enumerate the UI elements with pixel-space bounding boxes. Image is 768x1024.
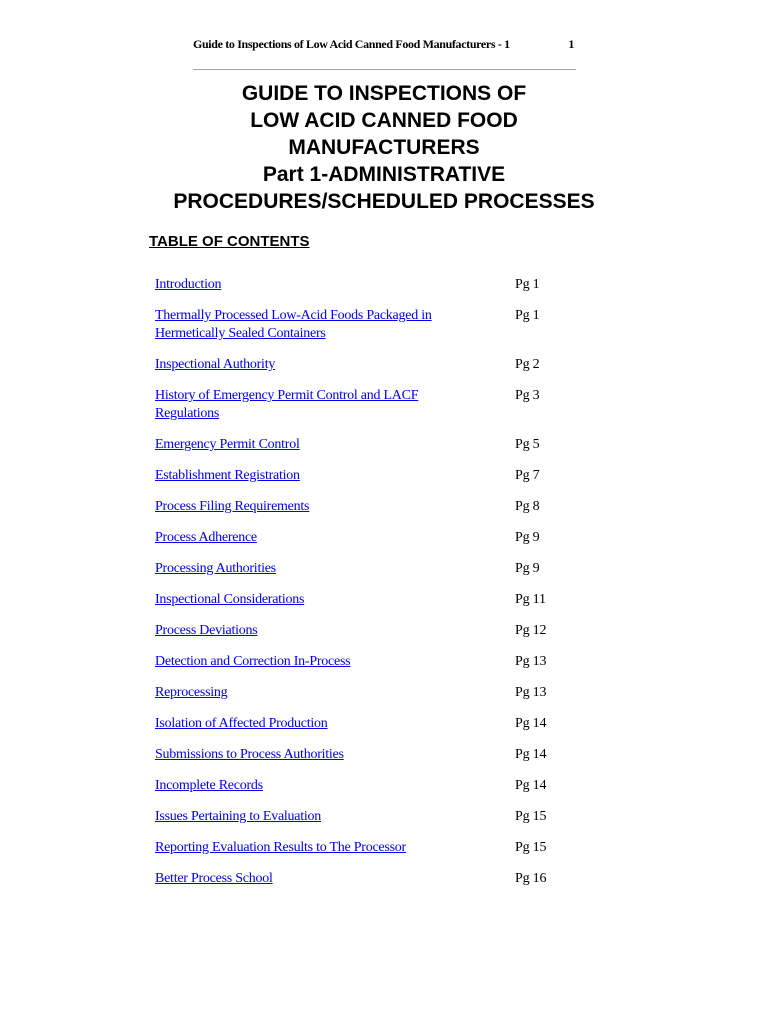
toc-link[interactable]: Inspectional Considerations [155,592,305,607]
toc-entry [155,560,595,578]
toc-link[interactable]: Reprocessing [155,685,228,700]
toc-entry [155,653,595,671]
toc-entry [155,467,595,485]
toc-link[interactable]: Thermally Processed Low-Acid Foods Packaged in Hermetically Sealed Containers [155,308,432,341]
toc-entry [155,529,595,547]
title-line: MANUFACTURERS [288,136,480,159]
toc-entry [155,746,595,764]
toc-entry [155,684,595,702]
toc-entry [155,870,595,888]
toc-page-ref: Pg 9 [515,530,540,545]
title-line: Part 1-ADMINISTRATIVE [262,163,506,186]
toc-page-ref: Pg 9 [515,561,540,576]
running-header [193,37,576,52]
toc-link[interactable]: Introduction [155,277,222,292]
toc-page-ref: Pg 13 [515,685,547,700]
title-line: GUIDE TO INSPECTIONS OF [241,82,527,105]
running-header-page-number: 1 [568,37,574,51]
toc-link[interactable]: Issues Pertaining to Evaluation [155,809,322,824]
toc-page-ref: Pg 1 [515,277,540,292]
toc-page-ref: Pg 1 [515,308,540,323]
toc-page-ref: Pg 15 [515,809,547,824]
toc-entry [155,307,595,343]
toc-page-ref: Pg 11 [515,592,546,607]
toc-link[interactable]: Emergency Permit Control [155,437,300,452]
toc-page-ref: Pg 7 [515,468,540,483]
toc-link[interactable]: Processing Authorities [155,561,276,576]
toc-link[interactable]: Isolation of Affected Production [155,716,328,731]
toc-link[interactable]: Incomplete Records [155,778,263,793]
toc-link[interactable]: Submissions to Process Authorities [155,747,344,762]
toc-page-ref: Pg 5 [515,437,540,452]
toc-page-ref: Pg 14 [515,716,547,731]
toc-page-ref: Pg 8 [515,499,540,514]
toc-entry [155,839,595,857]
toc-entry [155,276,595,294]
toc-link[interactable]: Establishment Registration [155,468,300,483]
table-of-contents [155,276,595,901]
toc-entry [155,777,595,795]
toc-link[interactable]: Better Process School [155,871,273,886]
header-divider [193,69,576,70]
toc-page-ref: Pg 3 [515,388,540,403]
toc-entry [155,808,595,826]
toc-page-ref: Pg 14 [515,778,547,793]
title-line: PROCEDURES/SCHEDULED PROCESSES [173,190,595,213]
toc-page-ref: Pg 14 [515,747,547,762]
document-title [100,80,668,215]
toc-link[interactable]: Process Filing Requirements [155,499,310,514]
toc-link[interactable]: History of Emergency Permit Control and LACF Regulations [155,388,419,421]
title-line: LOW ACID CANNED FOOD [250,109,518,132]
toc-link[interactable]: Inspectional Authority [155,357,276,372]
toc-heading: TABLE OF CONTENTS [149,233,310,250]
toc-entry [155,436,595,454]
toc-link[interactable]: Reporting Evaluation Results to The Processor [155,840,406,855]
toc-entry [155,356,595,374]
toc-page-ref: Pg 12 [515,623,547,638]
toc-link[interactable]: Process Deviations [155,623,258,638]
toc-page-ref: Pg 16 [515,871,547,886]
toc-link[interactable]: Process Adherence [155,530,257,545]
toc-entry [155,622,595,640]
toc-page-ref: Pg 2 [515,357,540,372]
toc-entry [155,498,595,516]
toc-page-ref: Pg 13 [515,654,547,669]
toc-link[interactable]: Detection and Correction In-Process [155,654,351,669]
toc-entry [155,715,595,733]
running-header-text: Guide to Inspections of Low Acid Canned Food Manufacturers - 1 [193,37,510,51]
toc-entry [155,387,595,423]
toc-entry [155,591,595,609]
toc-page-ref: Pg 15 [515,840,547,855]
